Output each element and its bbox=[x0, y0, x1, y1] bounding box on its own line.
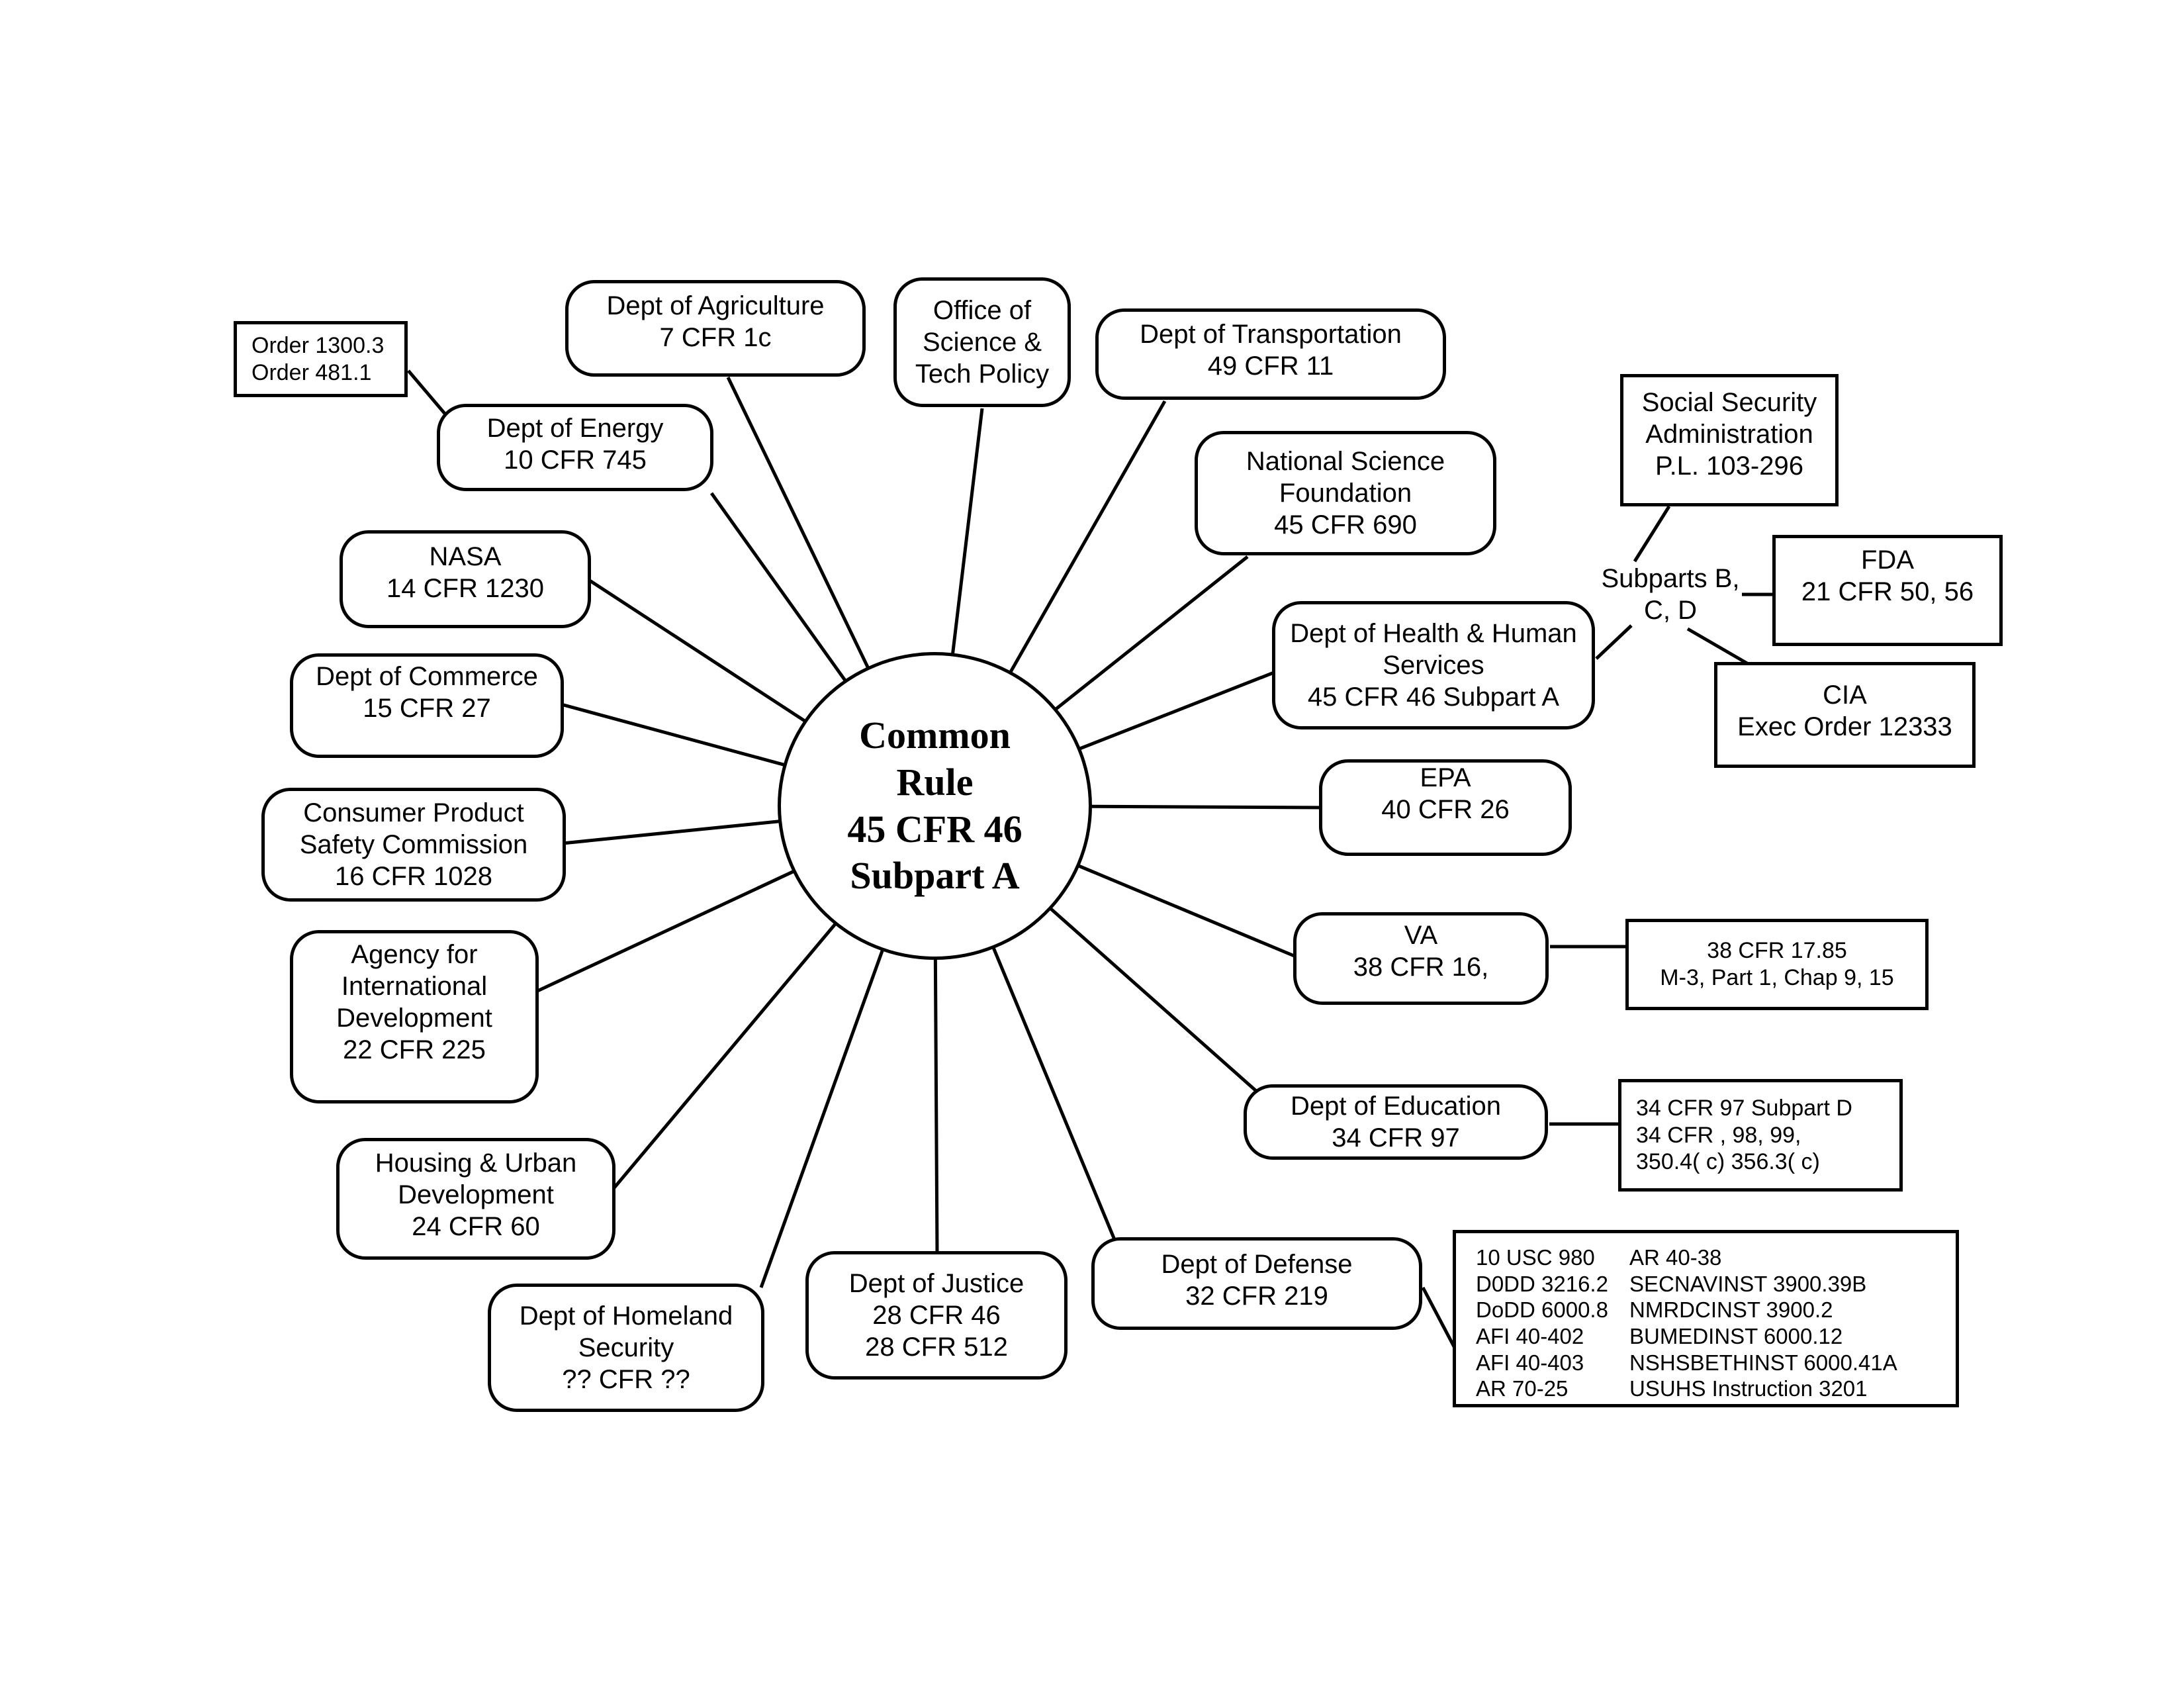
center-text-line: 45 CFR 46 bbox=[847, 807, 1023, 851]
node-text-line: 34 CFR 97 bbox=[1332, 1123, 1460, 1152]
node-text-line: 34 CFR 97 Subpart D bbox=[1636, 1095, 1852, 1121]
node-aid bbox=[290, 930, 539, 1103]
node-text-line: Dept of Energy bbox=[486, 414, 664, 443]
connector-line bbox=[1635, 506, 1669, 561]
node-text-line: M-3, Part 1, Chap 9, 15 bbox=[1660, 965, 1894, 990]
node-dept-education bbox=[1244, 1084, 1548, 1160]
node-nasa bbox=[340, 530, 591, 628]
node-dept-agriculture bbox=[565, 280, 866, 377]
list-item: AFI 40-402 bbox=[1476, 1324, 1584, 1348]
node-text-line: Order 481.1 bbox=[251, 359, 372, 385]
node-text-line: VA bbox=[1404, 921, 1438, 950]
node-hhs bbox=[1272, 601, 1595, 729]
column-1 bbox=[1629, 1244, 1956, 1402]
node-dept-energy bbox=[437, 404, 713, 491]
node-text-line: NASA bbox=[429, 542, 502, 571]
column-0 bbox=[1476, 1244, 1629, 1402]
node-dept-transportation bbox=[1095, 308, 1446, 400]
list-item: AR 40-38 bbox=[1629, 1245, 1722, 1270]
node-text-line: Development bbox=[398, 1180, 554, 1209]
node-text-line: 7 CFR 1c bbox=[659, 323, 772, 352]
node-text-line: 49 CFR 11 bbox=[1207, 352, 1334, 381]
node-doj bbox=[805, 1251, 1068, 1380]
node-text-line: 350.4( c) 356.3( c) bbox=[1636, 1149, 1820, 1175]
node-dhs bbox=[488, 1284, 764, 1412]
node-text-line: 28 CFR 46 bbox=[872, 1301, 1001, 1330]
node-text-line: Foundation bbox=[1279, 479, 1412, 508]
node-epa bbox=[1319, 759, 1572, 856]
node-text-line: International bbox=[341, 971, 488, 1001]
node-va-refs bbox=[1625, 919, 1929, 1010]
node-ed-refs bbox=[1618, 1079, 1903, 1192]
node-text-line: 34 CFR , 98, 99, bbox=[1636, 1122, 1801, 1148]
center-text-line: Rule bbox=[896, 760, 974, 804]
connector-line bbox=[1596, 626, 1631, 659]
two-column-list bbox=[1456, 1235, 1956, 1402]
list-item: 10 USC 980 bbox=[1476, 1245, 1595, 1270]
node-subparts-bcd bbox=[1600, 561, 1741, 628]
node-text-line: 16 CFR 1028 bbox=[335, 862, 492, 891]
node-cia bbox=[1714, 662, 1976, 768]
node-ssa bbox=[1620, 374, 1839, 506]
node-text-line: 22 CFR 225 bbox=[343, 1035, 486, 1064]
node-text-line: 38 CFR 16, bbox=[1353, 953, 1489, 982]
node-text-line: National Science bbox=[1246, 447, 1445, 476]
node-text-line: Subparts B, bbox=[1601, 564, 1740, 593]
list-item: NMRDCINST 3900.2 bbox=[1629, 1297, 1833, 1323]
node-common-rule bbox=[778, 652, 1092, 960]
list-item: AFI 40-403 bbox=[1476, 1350, 1584, 1375]
node-text-line: Safety Commission bbox=[299, 830, 528, 859]
node-text-line: Consumer Product bbox=[303, 798, 524, 827]
center-text-line: Common bbox=[859, 714, 1011, 757]
node-text-line: Order 1300.3 bbox=[251, 332, 385, 358]
node-text-line: P.L. 103-296 bbox=[1655, 451, 1803, 481]
node-text-line: Services bbox=[1383, 651, 1484, 680]
node-text-line: FDA bbox=[1861, 545, 1914, 575]
list-item: SECNAVINST 3900.39B bbox=[1629, 1271, 1867, 1296]
node-text-line: Office of bbox=[933, 296, 1032, 325]
list-item: NSHSBETHINST 6000.41A bbox=[1629, 1350, 1897, 1375]
node-text-line: C, D bbox=[1644, 596, 1697, 625]
node-text-line: 10 CFR 745 bbox=[504, 445, 647, 475]
node-text-line: Administration bbox=[1645, 420, 1813, 449]
node-text-line: Development bbox=[336, 1003, 492, 1033]
node-text-line: Dept of Health & Human bbox=[1290, 619, 1577, 648]
list-item: D0DD 3216.2 bbox=[1476, 1271, 1608, 1296]
center-text-line: Subpart A bbox=[850, 854, 1020, 898]
node-text-line: EPA bbox=[1420, 763, 1471, 792]
node-text-line: ?? CFR ?? bbox=[562, 1365, 690, 1394]
node-va bbox=[1293, 912, 1549, 1005]
node-dod-refs bbox=[1453, 1230, 1959, 1407]
node-text-line: Housing & Urban bbox=[375, 1149, 577, 1178]
node-text-line: Dept of Education bbox=[1291, 1092, 1501, 1121]
node-cpsc bbox=[261, 788, 566, 902]
node-text-line: Agency for bbox=[351, 939, 478, 969]
node-text-line: 21 CFR 50, 56 bbox=[1801, 577, 1974, 606]
connector-line bbox=[1423, 1288, 1456, 1350]
node-text-line: 15 CFR 27 bbox=[363, 694, 491, 723]
node-text-line: Dept of Defense bbox=[1161, 1250, 1353, 1279]
list-item: BUMEDINST 6000.12 bbox=[1629, 1324, 1843, 1348]
node-text-line: Dept of Justice bbox=[848, 1269, 1024, 1298]
list-item: AR 70-25 bbox=[1476, 1376, 1569, 1401]
list-item: DoDD 6000.8 bbox=[1476, 1297, 1608, 1323]
node-text-line: Dept of Commerce bbox=[316, 662, 538, 691]
node-text-line: Dept of Agriculture bbox=[606, 291, 825, 320]
node-text-line: 24 CFR 60 bbox=[412, 1212, 540, 1241]
node-text-line: 38 CFR 17.85 bbox=[1707, 938, 1847, 964]
node-text-line: 32 CFR 219 bbox=[1185, 1282, 1328, 1311]
node-text-line: Tech Policy bbox=[915, 359, 1050, 389]
node-hud bbox=[336, 1138, 615, 1260]
node-text-line: CIA bbox=[1823, 680, 1867, 710]
node-nsf bbox=[1195, 431, 1496, 555]
node-text-line: 28 CFR 512 bbox=[865, 1333, 1008, 1362]
node-text-line: Exec Order 12333 bbox=[1737, 712, 1952, 741]
node-text-line: Dept of Homeland bbox=[519, 1301, 733, 1331]
list-item: USUHS Instruction 3201 bbox=[1629, 1376, 1868, 1401]
node-text-line: 45 CFR 46 Subpart A bbox=[1307, 682, 1560, 712]
node-text-line: 40 CFR 26 bbox=[1381, 795, 1510, 824]
node-text-line: Dept of Transportation bbox=[1140, 320, 1402, 349]
node-text-line: 14 CFR 1230 bbox=[387, 574, 544, 603]
node-text-line: Security bbox=[578, 1333, 674, 1362]
node-text-line: 45 CFR 690 bbox=[1274, 510, 1417, 539]
node-ostp bbox=[893, 277, 1071, 407]
connector-line bbox=[1688, 629, 1751, 665]
node-text-line: Science & bbox=[922, 328, 1042, 357]
node-doe-orders bbox=[234, 321, 408, 397]
node-fda bbox=[1772, 535, 2003, 646]
node-text-line: Social Security bbox=[1641, 388, 1817, 417]
node-dept-commerce bbox=[290, 653, 564, 758]
node-dod bbox=[1091, 1237, 1422, 1330]
